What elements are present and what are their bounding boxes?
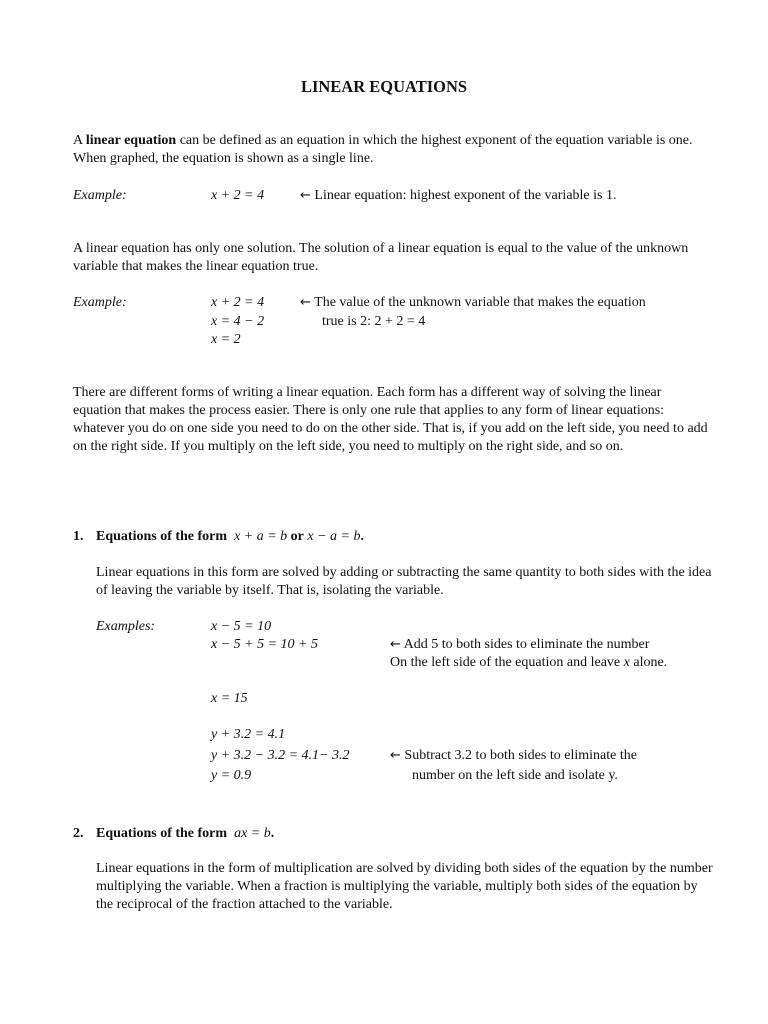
- intro-rest: can be defined as an equation in which the highest exponent of the equation variable is one. When graphed, the equation is shown as a single line.: [73, 133, 693, 166]
- section1-ex-b-line: y + 3.2 − 3.2 = 4.1− 3.2: [211, 748, 350, 763]
- section2-period: .: [270, 826, 275, 841]
- section1-ex-a-line: x − 5 + 5 = 10 + 5: [211, 637, 319, 652]
- section2-form: ax = b: [234, 826, 271, 841]
- left-arrow-icon: ←: [390, 637, 401, 652]
- example2-note-line2: true is 2: 2 + 2 = 4: [322, 314, 426, 329]
- example1-equation: x + 2 = 4: [211, 188, 265, 203]
- section1-ex-a-note: [390, 636, 649, 654]
- section1-period: .: [360, 529, 364, 544]
- example2-line: x = 2: [211, 332, 241, 347]
- section1-ex-a-note-post: alone.: [629, 655, 668, 670]
- section1-ex-b-note-line1: Subtract 3.2 to both sides to eliminate the: [404, 748, 637, 763]
- page-title: LINEAR EQUATIONS: [300, 77, 468, 96]
- forms-paragraph: There are different forms of writing a linear equation. Each form has a different way of solving the linear equation that makes the process easier. There is only one rule that applies to any form of linear equations: whatever you do on one side you need to do on the other side. That is, if you add on the left side, you need to add on the right side. If you multiply on the left side, you need to multiply on the right side, and so on.: [73, 385, 708, 454]
- section1-ex-a-note-line1: Add 5 to both sides to eliminate the number: [403, 637, 650, 652]
- intro-prefix: A: [73, 133, 86, 148]
- left-arrow-icon: ←: [300, 295, 311, 310]
- solution-paragraph: A linear equation has only one solution. The solution of a linear equation is equal to the value of the unknown variable that makes the linear equation true.: [73, 241, 689, 274]
- example1-note-text: Linear equation: highest exponent of the variable is 1.: [314, 188, 617, 203]
- example1-note: [300, 187, 616, 205]
- section1-description: Linear equations in this form are solved by adding or subtracting the same quantity to both sides with the idea of leaving the variable by itself. That is, isolating the variable.: [96, 565, 712, 598]
- section1-ex-b-line: y + 3.2 = 4.1: [211, 727, 286, 742]
- section2-heading: [96, 825, 274, 843]
- example2-label: Example:: [73, 295, 127, 310]
- left-arrow-icon: ←: [390, 748, 401, 763]
- example1-label: Example:: [73, 188, 127, 203]
- section1-or: or: [290, 529, 304, 544]
- section2-number: 2.: [73, 826, 84, 841]
- section1-ex-a-note-pre: On the left side of the equation and leave: [390, 655, 624, 670]
- left-arrow-icon: ←: [300, 188, 311, 203]
- section1-ex-a-line: x − 5 = 10: [211, 619, 272, 634]
- section1-form-b: x − a = b: [307, 529, 361, 544]
- section1-ex-b-note-line2: number on the left side and isolate y.: [412, 768, 618, 783]
- section1-heading: [96, 528, 364, 546]
- section1-heading-text: Equations of the form: [96, 529, 228, 544]
- example2-note-line1: The value of the unknown variable that makes the equation: [314, 295, 646, 310]
- intro-paragraph: [73, 132, 713, 168]
- section1-ex-b-note: [390, 747, 637, 765]
- section1-examples-label: Examples:: [96, 619, 156, 634]
- section1-ex-b-line: y = 0.9: [211, 768, 252, 783]
- example2-line: x + 2 = 4: [211, 295, 265, 310]
- section1-ex-a-note-var: x: [623, 655, 630, 670]
- example2-note: [300, 294, 646, 312]
- section1-ex-a-note-line2: [390, 654, 667, 672]
- section1-ex-a-line: x = 15: [211, 691, 248, 706]
- section2-description: Linear equations in the form of multiplication are solved by dividing both sides of the equation by the number multiplying the variable. When a fraction is multiplying the variable, multiply both sides of the equation by the reciprocal of the fraction attached to the variable.: [96, 861, 713, 912]
- section1-number: 1.: [73, 529, 84, 544]
- intro-term: linear equation: [85, 133, 177, 148]
- section1-form-a: x + a = b: [234, 529, 288, 544]
- example2-line: x = 4 − 2: [211, 314, 265, 329]
- section2-heading-text: Equations of the form: [96, 826, 228, 841]
